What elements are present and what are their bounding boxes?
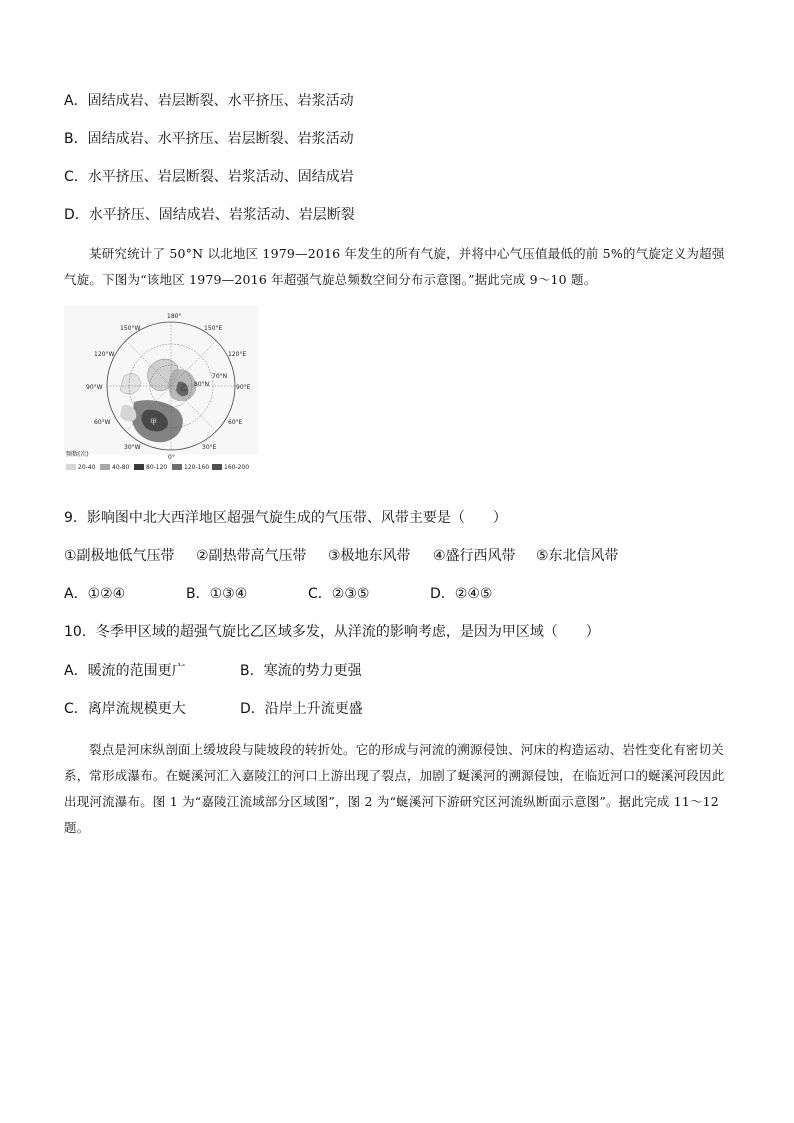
q8-option-b: B．固结成岩、水平挤压、岩层断裂、岩浆活动 — [64, 131, 354, 147]
legend-label: 80-120 — [146, 464, 168, 471]
region-label-jia: 甲 — [150, 418, 157, 426]
lon-label: 30°E — [202, 444, 217, 451]
legend-title: 频数(次) — [66, 451, 89, 458]
q9-items — [64, 546, 619, 566]
q8-option-a: A．固结成岩、岩层断裂、水平挤压、岩浆活动 — [64, 93, 354, 109]
legend-swatch — [212, 464, 222, 470]
q9-item: ④盛行西风带 — [433, 548, 516, 564]
lon-label: 60°W — [94, 419, 111, 426]
lon-label: 120°E — [228, 351, 247, 358]
q9-stem: 9．影响图中北大西洋地区超强气旋生成的气压带、风带主要是（ ） — [64, 510, 507, 526]
legend-swatch — [134, 464, 144, 470]
lat-label: 70°N — [212, 373, 228, 380]
legend-label: 120-160 — [184, 464, 210, 471]
lat-label: 80°N — [194, 381, 210, 388]
legend-label: 160-200 — [224, 464, 250, 471]
q9-option: C．②③⑤ — [308, 586, 370, 602]
q10-option: A．暖流的范围更广 — [64, 663, 186, 679]
q9-option: D．②④⑤ — [430, 586, 493, 602]
lon-label: 0° — [168, 454, 175, 461]
lon-label: 60°E — [228, 419, 243, 426]
lon-label: 180° — [167, 313, 182, 320]
legend-swatch — [172, 464, 182, 470]
region-label-yi: 乙 — [180, 384, 187, 392]
q8-option-d: D．水平挤压、固结成岩、岩浆活动、岩层断裂 — [64, 207, 355, 223]
intro-11-12: 裂点是河床纵剖面上缓坡段与陡坡段的转折处。它的形成与河流的溯源侵蚀、河床的构造运动、岩性变化有密切关系，常形成瀑布。在蜒溪河汇入嘉陵江的河口上游出现了裂点，加剧了蜒溪河的溯源侵蚀，在临近河口的蜒溪河段因此出现河流瀑布。图 1 为“嘉陵江流域部分区域图”，图 2 为“蜒溪河下游研究区河流纵断面示意图”。据此完成 11～12 题。 — [64, 742, 725, 835]
q10-options-row2 — [64, 699, 363, 719]
legend-label: 20-40 — [78, 464, 96, 471]
intro-9-10: 某研究统计了 50°N 以北地区 1979—2016 年发生的所有气旋，并将中心气压值最低的前 5%的气旋定义为超强气旋。下图为“该地区 1979—2016 年超强气旋总频数空间分布示意图。”据此完成 9～10 题。 — [64, 246, 725, 287]
q9-item: ①副极地低气压带 — [64, 548, 175, 564]
lon-label: 90°W — [86, 384, 103, 391]
lon-label: 150°W — [120, 325, 141, 332]
lon-label: 150°E — [204, 325, 223, 332]
legend-label: 40-80 — [112, 464, 130, 471]
q10-options-row1 — [64, 661, 362, 681]
q10-option: C．离岸流规模更大 — [64, 701, 186, 717]
q9-item: ③极地东风带 — [328, 548, 411, 564]
legend-swatch — [66, 464, 76, 470]
q10-option: D．沿岸上升流更盛 — [240, 701, 363, 717]
q10-option: B．寒流的势力更强 — [240, 663, 362, 679]
legend-swatch — [100, 464, 110, 470]
q9-option: B．①③④ — [186, 586, 248, 602]
q9-options — [64, 584, 492, 604]
q9-item: ⑤东北信风带 — [536, 548, 619, 564]
lon-label: 30°W — [124, 444, 141, 451]
q9-item: ②副热带高气压带 — [196, 548, 307, 564]
q9-option: A．①②④ — [64, 586, 126, 602]
lon-label: 120°W — [94, 351, 115, 358]
q10-stem: 10．冬季甲区域的超强气旋比乙区域多发，从洋流的影响考虑，是因为甲区域（ ） — [64, 624, 600, 640]
lon-label: 90°E — [236, 384, 251, 391]
map-legend — [66, 464, 249, 471]
q8-option-c: C．水平挤压、岩层断裂、岩浆活动、固结成岩 — [64, 169, 354, 185]
cyclone-frequency-map — [64, 306, 258, 478]
